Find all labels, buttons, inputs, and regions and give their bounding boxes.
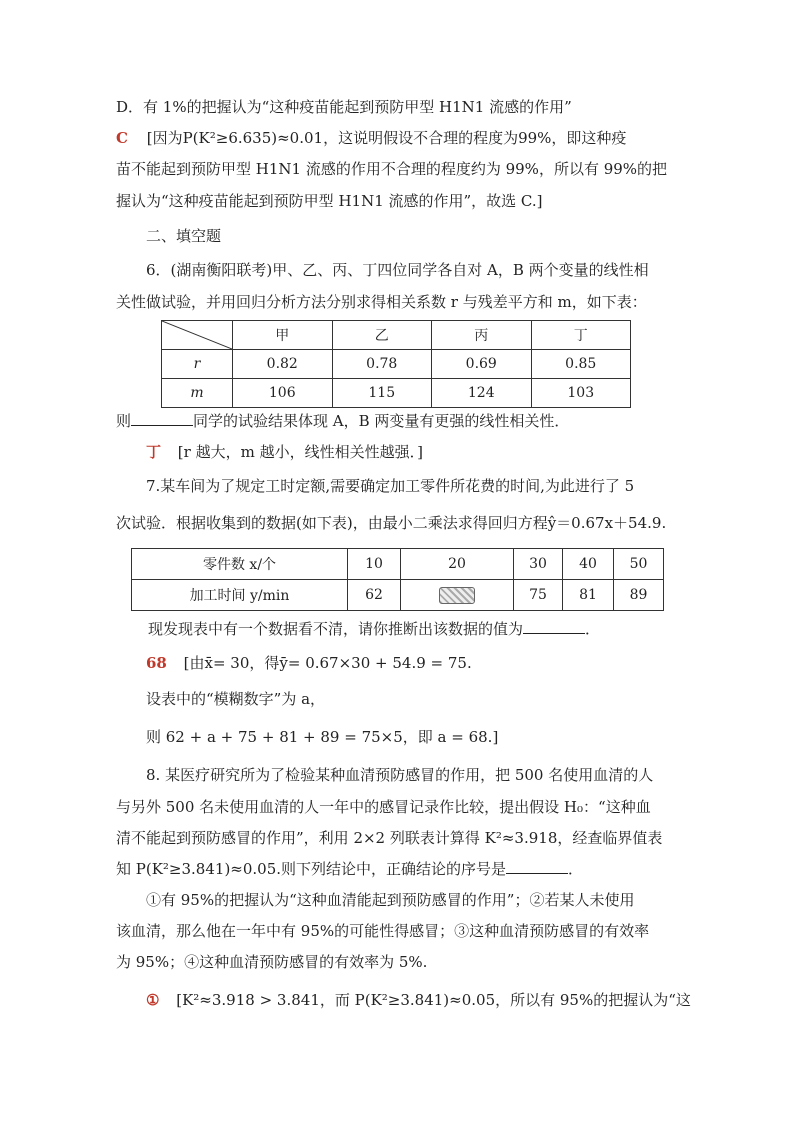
blurred-cell [401, 580, 514, 611]
answer-8-key: ① [146, 991, 160, 1009]
answer-5-key: C [116, 129, 128, 147]
q6-table [161, 320, 631, 408]
section-heading: 二、填空题 [146, 227, 222, 245]
q6-text-pre: 则 [116, 412, 132, 430]
table-cell: 30 [514, 549, 563, 580]
header-cell: 甲 [233, 321, 333, 350]
row-label: 零件数 x/个 [132, 549, 348, 580]
table-row [132, 549, 664, 580]
header-cell: 乙 [332, 321, 432, 350]
answer-8 [146, 989, 691, 1011]
table-cell: 20 [401, 549, 514, 580]
q6-text-post: 同学的试验结果体现 A，B 两变量有更强的线性相关性． [193, 412, 570, 430]
table-cell: 106 [233, 379, 333, 408]
table-cell: 0.69 [432, 350, 532, 379]
answer-5-line3: 握认为“这种疫苗能起到预防甲型 H1N1 流感的作用”，故选 C.] [116, 192, 543, 210]
q8-options-line1: ①有 95%的把握认为“这种血清能起到预防感冒的作用”；②若某人未使用 [146, 891, 635, 909]
answer-6 [146, 441, 423, 463]
answer-8-explanation: [K²≈3.918 > 3.841，而 P(K²≥3.841)≈0.05，所以有 95%的把握认为“这 [176, 991, 691, 1009]
q8-line2: 与另外 500 名未使用血清的人一年中的感冒记录作比较，提出假设 H₀：“这种血 [116, 798, 651, 816]
blurred-value-hatch [439, 587, 475, 604]
answer-5-line1 [116, 127, 626, 149]
header-cell: 丙 [432, 321, 532, 350]
q7-table [131, 548, 664, 611]
answer-blank [506, 857, 568, 874]
answer-6-key: 丁 [146, 443, 162, 461]
answer-blank [131, 409, 193, 426]
table-row [162, 350, 631, 379]
table-cell: 115 [332, 379, 432, 408]
answer-7-explanation: [由x̄= 30，得ȳ= 0.67×30 + 54.9 = 75. [183, 654, 472, 672]
diagonal-line [162, 321, 232, 349]
q6-line3 [116, 409, 569, 432]
table-row [132, 580, 664, 611]
table-cell: 0.85 [531, 350, 631, 379]
q7-line3: 现发现表中有一个数据看不清，请你推断出该数据的值为 ． [148, 617, 600, 640]
option-d: D．有 1%的把握认为“这种疫苗能起到预防甲型 H1N1 流感的作用” [116, 98, 572, 116]
table-cell: 89 [614, 580, 664, 611]
q7-line1: 7.某车间为了规定工时定额,需要确定加工零件所花费的时间,为此进行了 5 [146, 477, 635, 495]
answer-7-line1 [146, 652, 472, 674]
answer-5-explanation: [因为P(K²≥6.635)≈0.01，这说明假设不合理的程度为99%，即这种疫 [146, 129, 627, 147]
diagonal-header-cell [162, 321, 233, 350]
answer-5-line2: 苗不能起到预防甲型 H1N1 流感的作用不合理的程度约为 99%，所以有 99%的把 [116, 160, 668, 178]
answer-6-explanation: [r 越大，m 越小，线性相关性越强．] [177, 443, 423, 461]
q8-line3: 清不能起到预防感冒的作用”，利用 2×2 列联表计算得 K²≈3.918，经查临界值表 [116, 829, 663, 847]
q8-line1: 8. 某医疗研究所为了检验某种血清预防感冒的作用，把 500 名使用血清的人 [146, 766, 654, 784]
table-cell: 0.78 [332, 350, 432, 379]
header-cell: 丁 [531, 321, 631, 350]
q7-line2: 次试验．根据收集到的数据(如下表)，由最小二乘法求得回归方程ŷ＝0.67x＋54.9. [116, 514, 667, 532]
table-cell: 62 [348, 580, 401, 611]
q8-options-line2: 该血清，那么他在一年中有 95%的可能性得感冒；③这种血清预防感冒的有效率 [116, 922, 650, 940]
q8-options-line3: 为 95%；④这种血清预防感冒的有效率为 5%. [116, 953, 428, 971]
q8-line4: 知 P(K²≥3.841)≈0.05.则下列结论中，正确结论的序号是 ． [116, 857, 583, 880]
answer-blank [523, 617, 585, 634]
answer-7-line2: 设表中的“模糊数字”为 a， [146, 690, 326, 708]
table-cell: 40 [563, 549, 614, 580]
row-label: m [162, 379, 233, 408]
table-cell: 81 [563, 580, 614, 611]
table-cell: 103 [531, 379, 631, 408]
q7-text: 现发现表中有一个数据看不清，请你推断出该数据的值为 [148, 620, 524, 638]
table-cell: 124 [432, 379, 532, 408]
table-cell: 75 [514, 580, 563, 611]
row-label: r [162, 350, 233, 379]
q6-line1: 6．(湖南衡阳联考)甲、乙、丙、丁四位同学各自对 A，B 两个变量的线性相 [146, 261, 649, 279]
q8-text: 知 P(K²≥3.841)≈0.05.则下列结论中，正确结论的序号是 [116, 860, 507, 878]
table-row [162, 379, 631, 408]
table-cell: 10 [348, 549, 401, 580]
answer-7-key: 68 [146, 654, 167, 672]
table-cell: 50 [614, 549, 664, 580]
q6-line2: 关性做试验，并用回归分析方法分别求得相关系数 r 与残差平方和 m，如下表： [116, 293, 647, 311]
answer-7-line3: 则 62 + a + 75 + 81 + 89 = 75×5，即 a = 68.] [146, 728, 499, 746]
table-cell: 0.82 [233, 350, 333, 379]
row-label: 加工时间 y/min [132, 580, 348, 611]
